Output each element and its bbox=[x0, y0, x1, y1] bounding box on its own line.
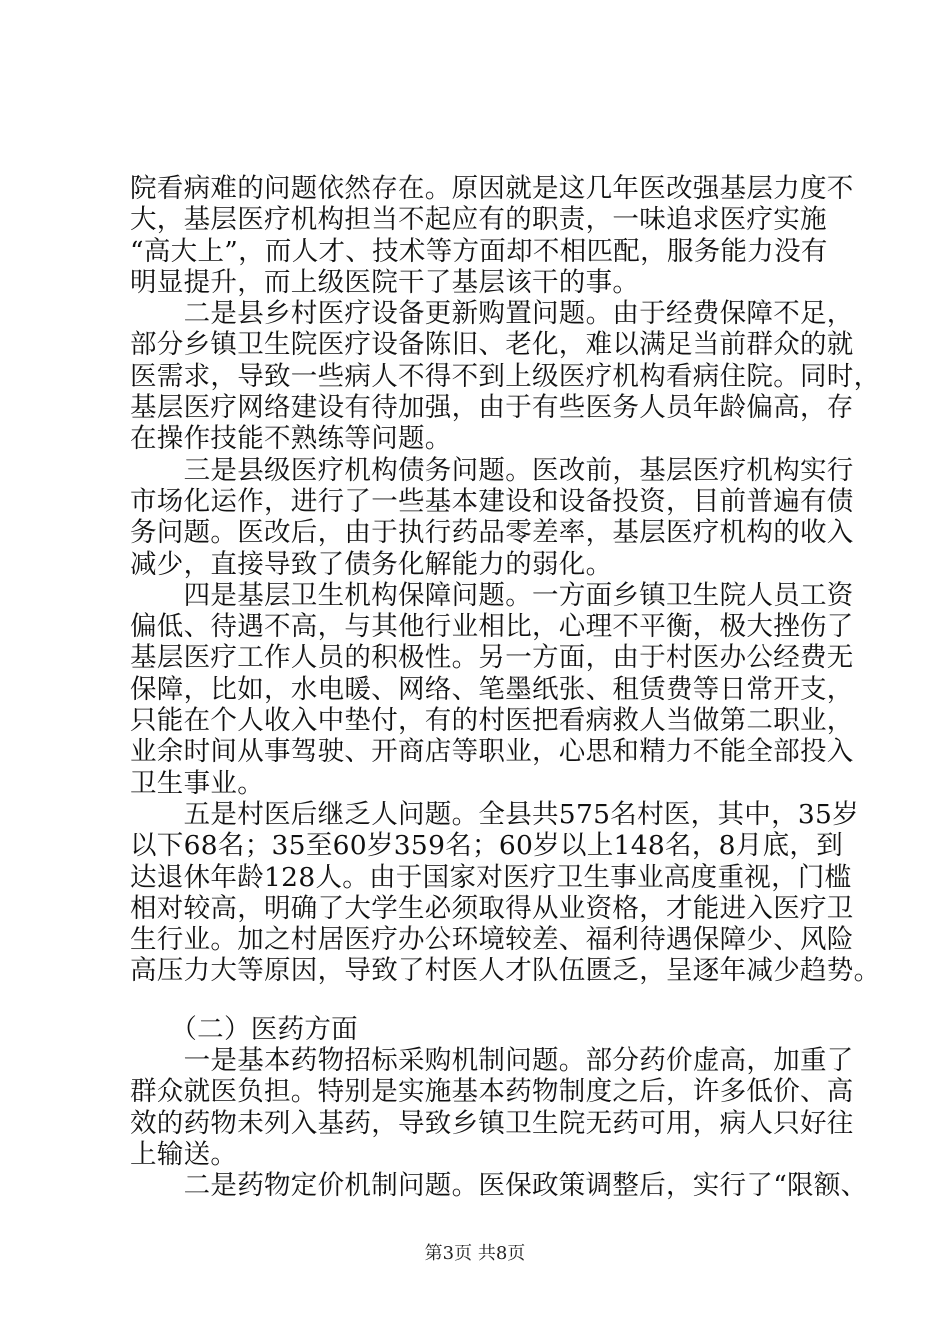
section-spacer bbox=[130, 987, 830, 1014]
text-line: 基层医疗工作人员的积极性。另一方面，由于村医办公经费无 bbox=[130, 642, 854, 674]
text-line: 偏低、待遇不高，与其他行业相比，心理不平衡，极大挫伤了 bbox=[130, 611, 854, 643]
text-line: 以下68名；35至60岁359名；60岁以上148名，8月底，到 bbox=[130, 830, 844, 862]
text-line: “高大上”，而人才、技术等方面却不相匹配，服务能力没有 bbox=[130, 235, 828, 267]
text-line: 达退休年龄128人。由于国家对医疗卫生事业高度重视，门槛 bbox=[130, 861, 852, 893]
text-line: 大，基层医疗机构担当不起应有的职责，一味追求医疗实施 bbox=[130, 204, 827, 236]
document-body bbox=[130, 173, 881, 1202]
text-line: 上输送。 bbox=[130, 1138, 238, 1170]
text-line: 三是县级医疗机构债务问题。医改前，基层医疗机构实行 bbox=[130, 454, 854, 486]
text-line: 二是药物定价机制问题。医保政策调整后，实行了“限额、 bbox=[130, 1170, 868, 1202]
text-line: 在操作技能不熟练等问题。 bbox=[130, 423, 452, 455]
text-line: 一是基本药物招标采购机制问题。部分药价虚高，加重了 bbox=[130, 1045, 854, 1077]
text-line: 部分乡镇卫生院医疗设备陈旧、老化，难以满足当前群众的就 bbox=[130, 329, 854, 361]
text-line: 保障，比如，水电暖、网络、笔墨纸张、租赁费等日常开支， bbox=[130, 673, 854, 705]
text-line: 明显提升，而上级医院干了基层该干的事。 bbox=[130, 266, 640, 298]
text-line: 相对较高，明确了大学生必须取得从业资格，才能进入医疗卫 bbox=[130, 892, 854, 924]
text-line: 市场化运作，进行了一些基本建设和设备投资，目前普遍有债 bbox=[130, 485, 854, 517]
text-line: 医需求，导致一些病人不得不到上级医疗机构看病住院。同时， bbox=[130, 360, 881, 392]
text-line: 务问题。医改后，由于执行药品零差率，基层医疗机构的收入 bbox=[130, 517, 854, 549]
text-line: 院看病难的问题依然存在。原因就是这几年医改强基层力度不 bbox=[130, 173, 854, 204]
text-line: 卫生事业。 bbox=[130, 767, 264, 799]
page-number-footer: 第3页 共8页 bbox=[424, 1243, 526, 1264]
text-line: 业余时间从事驾驶、开商店等职业，心思和精力不能全部投入 bbox=[130, 736, 854, 768]
text-line: 效的药物未列入基药，导致乡镇卫生院无药可用，病人只好往 bbox=[130, 1107, 854, 1139]
text-line: 减少，直接导致了债务化解能力的弱化。 bbox=[130, 548, 613, 580]
text-line: 只能在个人收入中垫付，有的村医把看病救人当做第二职业， bbox=[130, 705, 854, 737]
text-line: 五是村医后继乏人问题。全县共575名村医，其中，35岁 bbox=[130, 798, 859, 830]
text-line: 基层医疗网络建设有待加强，由于有些医务人员年龄偏高，存 bbox=[130, 392, 854, 424]
text-line: 二是县乡村医疗设备更新购置问题。由于经费保障不足， bbox=[130, 298, 854, 330]
text-line: 高压力大等原因，导致了村医人才队伍匮乏，呈逐年减少趋势。 bbox=[130, 955, 881, 987]
section-heading: （二）医药方面 bbox=[130, 1013, 358, 1045]
text-line: 群众就医负担。特别是实施基本药物制度之后，许多低价、高 bbox=[130, 1076, 854, 1108]
text-line: 四是基层卫生机构保障问题。一方面乡镇卫生院人员工资 bbox=[130, 579, 854, 611]
text-line: 生行业。加之村居医疗办公环境较差、福利待遇保障少、风险 bbox=[130, 924, 854, 956]
